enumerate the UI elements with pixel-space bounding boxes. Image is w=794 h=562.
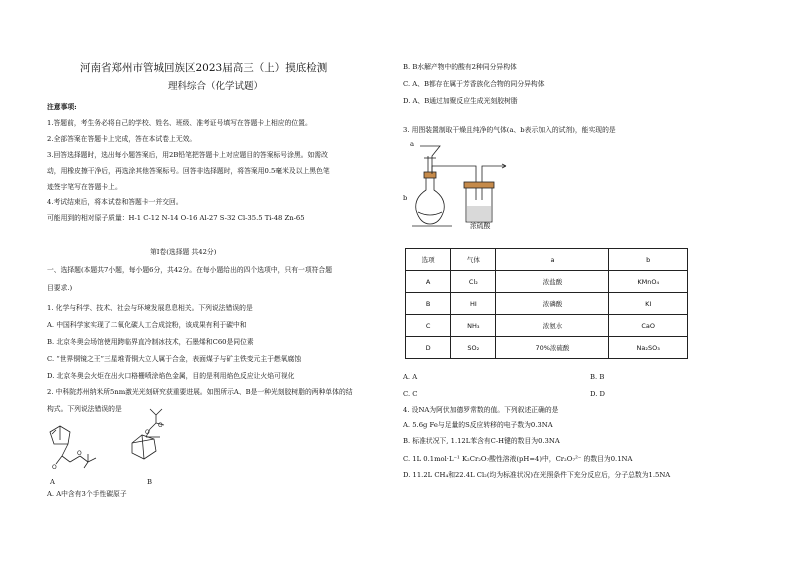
svg-text:O: O: [52, 464, 57, 471]
q1-option-d: D. 北京冬奥会火炬在出火口格栅喷涂焰色金属，目的是利用焰色反应让火焰可视化: [47, 372, 295, 380]
q4-option-c: C. 1L 0.1mol·L⁻¹ K₂Cr₂O₇酸性溶液(pH=4)中，Cr₂O₇²⁻ 的数目为0.1NA: [403, 455, 633, 463]
q2-option-c: C. A、B都存在属于芳香族化合物的同分异构体: [403, 80, 545, 88]
table-row: [406, 293, 688, 315]
table-header-cell: 选项: [406, 249, 451, 271]
q4-option-b: B. 标准状况下, 1.12L苯含有C-H键的数目为0.3NA: [403, 437, 560, 445]
q3-stem: 3. 用图装置制取干燥且纯净的气体(a、b表示加入的试剂)，能实现的是: [403, 126, 616, 134]
table-cell: Cl₂: [451, 271, 496, 293]
conc-sulfuric-label: 浓硫酸: [470, 222, 491, 230]
q4-stem: 4. 设NA为阿伏加德罗常数的值。下列叙述正确的是: [403, 406, 559, 414]
table-cell: HI: [451, 293, 496, 315]
q2-option-b: B. B水解产物中的酸有2种同分异构体: [403, 63, 517, 71]
q1-option-b: B. 北京冬奥会场馆使用跨临界直冷制冰技术，石墨烯和C60是同位素: [47, 338, 254, 346]
molecule-b-label: B: [147, 478, 152, 486]
molecule-a-structure: [40, 418, 120, 478]
q4-option-d: D. 11.2L CH₄和22.4L Cl₂(均为标准状况)在光照条件下充分反应后，分子总数为1.5NA: [403, 471, 671, 479]
table-cell: D: [406, 337, 451, 359]
notes-heading: 注意事项:: [47, 103, 77, 111]
q3-answer-b: B. B: [590, 373, 605, 381]
notes-line: 动，用橡皮擦干净后，再选涂其他答案标号。回答非选择题时，将答案用0.5毫米及以上黑色笔: [47, 167, 330, 175]
notes-line: 1.答题前，考生务必将自己的学校、姓名、班级、准考证号填写在答题卡上相应的位置。: [47, 119, 312, 127]
table-cell: CaO: [609, 315, 688, 337]
q3-answer-d: D. D: [590, 390, 605, 398]
q3-answer-a: A. A: [403, 373, 418, 381]
table-cell: A: [406, 271, 451, 293]
table-header-row: [406, 249, 688, 271]
q2-stem: 构式。下列说法错误的是: [47, 405, 122, 413]
table-header-cell: a: [496, 249, 609, 271]
table-cell: NH₃: [451, 315, 496, 337]
notes-line: 4.考试结束后，将本试卷和答题卡一并交回。: [47, 198, 183, 206]
table-cell: 70%浓硫酸: [496, 337, 609, 359]
q1-stem: 1. 化学与科学、技术、社会与环境发展息息相关。下列说法错误的是: [47, 304, 253, 312]
svg-text:O: O: [145, 429, 150, 436]
table-row: [406, 271, 688, 293]
table-cell: B: [406, 293, 451, 315]
q3-answer-c: C. C: [403, 390, 418, 398]
q1-option-c: C. “世界铜镜之王”三星堆青铜大立人属于合金，表面煤子与矿主铁变元主于燃氧腐蚀: [47, 355, 302, 363]
table-cell: 浓磷酸: [496, 293, 609, 315]
section-title: 第Ⅰ卷(选择题 共42分): [150, 248, 217, 256]
table-cell: KI: [609, 293, 688, 315]
page-title: 河南省郑州市管城回族区2023届高三（上）摸底检测: [80, 62, 328, 74]
molecule-a-label: A: [50, 478, 55, 486]
table-cell: SO₂: [451, 337, 496, 359]
table-header-cell: 气体: [451, 249, 496, 271]
molecule-b-structure: [120, 405, 195, 470]
q4-option-a: A. 5.6g Fe与足量的S反应转移的电子数为0.3NA: [403, 421, 553, 429]
q2-option-a: A. A中含有3个手性碳原子: [47, 490, 127, 498]
svg-text:O: O: [158, 422, 163, 429]
notes-line: 3.回答选择题时，选出每小题答案后，用2B铅笔把答题卡上对应题目的答案标号涂黑。如需改: [47, 151, 328, 159]
table-row: [406, 337, 688, 359]
gas-apparatus-diagram: [402, 138, 522, 233]
page-subtitle: 理科综合（化学试题）: [168, 81, 264, 92]
notes-line: 迹签字笔写在答题卡上。: [47, 183, 122, 191]
reagent-a-label: a: [410, 140, 415, 148]
q3-options-table: [405, 248, 688, 359]
svg-text:O: O: [77, 450, 82, 457]
table-header-cell: b: [609, 249, 688, 271]
section-intro: 一、选择题(本题共7小题，每小题6分，共42分。在每小题给出的四个选项中，只有一项符合题: [47, 266, 333, 274]
section-intro: 目要求.): [47, 284, 73, 292]
table-cell: Na₂SO₃: [609, 337, 688, 359]
atomic-masses: 可能用到的相对原子质量：H-1 C-12 N-14 O-16 Al-27 S-32 Cl-35.5 Ti-48 Zn-65: [47, 214, 305, 222]
table-cell: KMnO₄: [609, 271, 688, 293]
notes-line: 2.全部答案在答题卡上完成，答在本试卷上无效。: [47, 135, 197, 143]
table-cell: 浓氨水: [496, 315, 609, 337]
table-row: [406, 315, 688, 337]
q1-option-a: A. 中国科学家实现了二氧化碳人工合成淀粉，该成果有利于碳中和: [47, 321, 247, 329]
q2-stem: 2. 中科院苏州纳米所5nm激光光刻研究获重要进展。如图所示A、B是一种光刻胶树脂的两种单体的结: [47, 388, 353, 396]
table-cell: 浓盐酸: [496, 271, 609, 293]
table-cell: C: [406, 315, 451, 337]
q2-option-d: D. A、B通过加聚反应生成光刻胶树脂: [403, 97, 518, 105]
reagent-b-label: b: [403, 194, 408, 202]
